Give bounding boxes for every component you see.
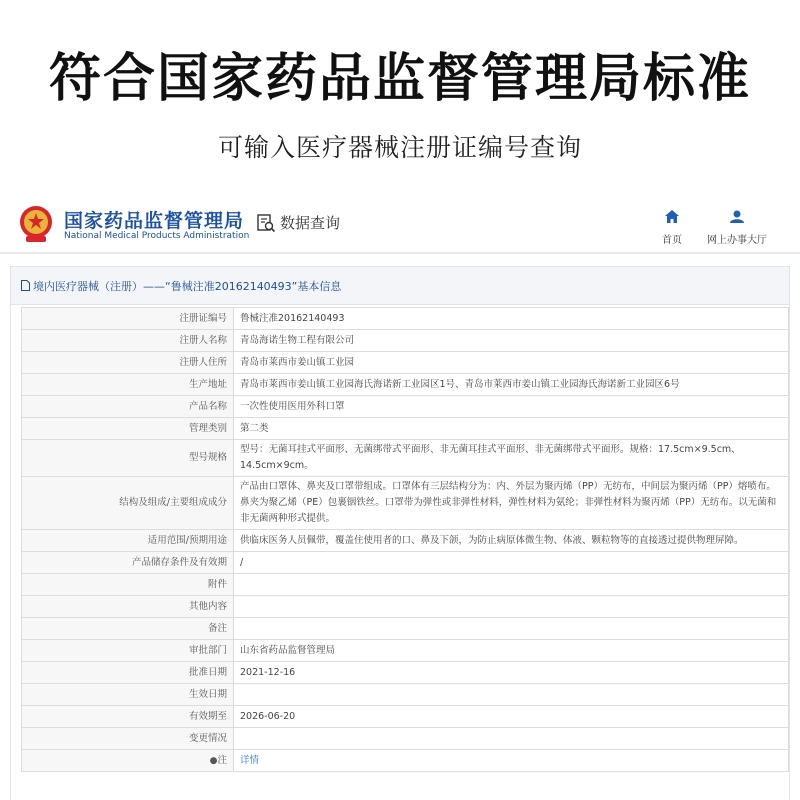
site-header (0, 192, 800, 254)
field-value (234, 728, 789, 750)
field-value: 一次性使用医用外科口罩 (234, 396, 789, 418)
field-value: / (234, 552, 789, 574)
record-panel (10, 266, 790, 800)
table-row (22, 574, 789, 596)
table-row (22, 750, 789, 772)
table-row (22, 684, 789, 706)
field-value: 第二类 (234, 418, 789, 440)
note-label: 注 (217, 754, 227, 766)
table-row (22, 662, 789, 684)
table-row (22, 706, 789, 728)
table-row (22, 330, 789, 352)
field-label: 管理类别 (22, 418, 234, 440)
field-value (234, 596, 789, 618)
field-label: 有效期至 (22, 706, 234, 728)
document-search-icon (256, 213, 276, 233)
home-icon (665, 210, 679, 223)
field-value: 2026-06-20 (234, 706, 789, 728)
detail-table (21, 307, 789, 772)
field-label: 注册人住所 (22, 352, 234, 374)
table-row (22, 396, 789, 418)
table-row (22, 728, 789, 750)
field-label: 结构及组成/主要组成成分 (22, 477, 234, 530)
field-label (22, 750, 234, 772)
field-value (234, 574, 789, 596)
data-query-link[interactable] (256, 212, 340, 233)
field-value: 青岛市莱西市姜山镇工业园海氏海诺新工业园区1号、青岛市莱西市姜山镇工业园海氏海诺新工业园区6号 (234, 374, 789, 396)
table-row (22, 374, 789, 396)
table-row (22, 308, 789, 330)
field-label: 产品名称 (22, 396, 234, 418)
document-icon (21, 280, 30, 291)
banner-subline: 可输入医疗器械注册证编号查询 (217, 133, 582, 162)
table-row (22, 596, 789, 618)
panel-title: 境内医疗器械（注册）——“鲁械注准20162140493”基本信息 (33, 279, 342, 293)
table-row (22, 618, 789, 640)
field-label: 变更情况 (22, 728, 234, 750)
nav-online-office-label: 网上办事大厅 (707, 235, 767, 246)
field-label: 备注 (22, 618, 234, 640)
field-label: 附件 (22, 574, 234, 596)
table-row (22, 552, 789, 574)
location-pin-icon: ● (209, 755, 218, 766)
field-value: 鲁械注准20162140493 (234, 308, 789, 330)
field-value: 2021-12-16 (234, 662, 789, 684)
details-link[interactable]: 详情 (240, 754, 260, 766)
table-row (22, 418, 789, 440)
agency-name-en[interactable]: National Medical Products Administration (64, 231, 250, 241)
data-query-label: 数据查询 (280, 214, 341, 232)
nav-home-label: 首页 (662, 235, 682, 246)
field-label: 生效日期 (22, 684, 234, 706)
agency-name-cn[interactable]: 国家药品监督管理局 (64, 210, 245, 232)
field-value: 型号：无菌耳挂式平面形、无菌绑带式平面形、非无菌耳挂式平面形、非无菌绑带式平面形。规格：17.5cm×9.5cm、14.5cm×9cm。 (234, 440, 789, 477)
field-value (234, 750, 789, 772)
field-value (234, 618, 789, 640)
field-value: 青岛海诺生物工程有限公司 (234, 330, 789, 352)
field-value (234, 684, 789, 706)
field-label: 产品储存条件及有效期 (22, 552, 234, 574)
field-label: 批准日期 (22, 662, 234, 684)
field-label: 型号规格 (22, 440, 234, 477)
field-value: 山东省药品监督管理局 (234, 640, 789, 662)
table-row (22, 352, 789, 374)
table-row (22, 640, 789, 662)
banner-headline: 符合国家药品监督管理局标准 (48, 49, 751, 109)
table-row (22, 530, 789, 552)
nav-home[interactable] (652, 208, 692, 246)
field-label: 审批部门 (22, 640, 234, 662)
field-label: 生产地址 (22, 374, 234, 396)
nav-online-office[interactable] (700, 208, 774, 246)
field-label: 注册人名称 (22, 330, 234, 352)
field-value: 青岛市莱西市姜山镇工业园 (234, 352, 789, 374)
field-label: 适用范围/预期用途 (22, 530, 234, 552)
national-emblem-icon (18, 204, 54, 244)
user-icon (730, 210, 744, 223)
panel-title-bar (11, 267, 789, 305)
field-value: 供临床医务人员佩带，覆盖住使用者的口、鼻及下颌，为防止病原体微生物、体液、颗粒物等的直接透过提供物理屏障。 (234, 530, 789, 552)
table-row (22, 477, 789, 530)
field-label: 其他内容 (22, 596, 234, 618)
field-label: 注册证编号 (22, 308, 234, 330)
field-value: 产品由口罩体、鼻夹及口罩带组成。口罩体有三层结构分为：内、外层为聚丙烯（PP）无纺布，中间层为聚丙烯（PP）熔喷布。鼻夹为聚乙烯（PE）包裹铟铁丝。口罩带为弹性或非弹性材料，弹性材料为氨纶；非弹性材料为聚丙烯（PP）无纺布。以无菌和非无菌两种形式提供。 (234, 477, 789, 530)
table-row (22, 440, 789, 477)
